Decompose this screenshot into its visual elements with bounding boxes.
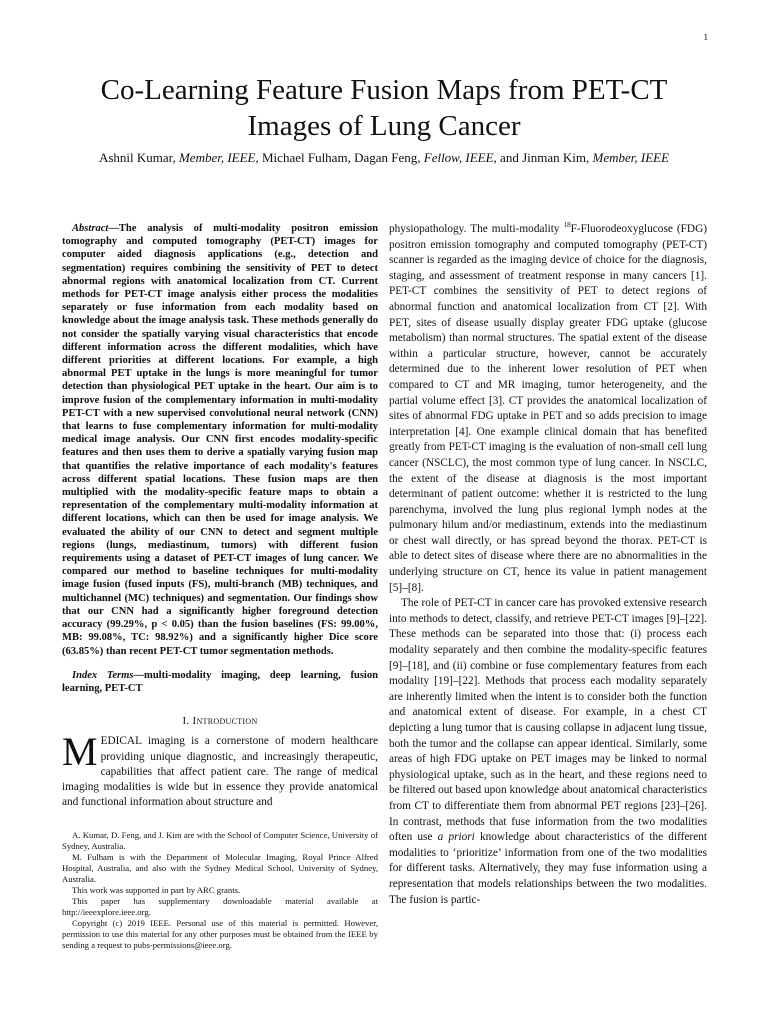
abstract-label: Abstract (72, 223, 109, 234)
footnote-affiliation-2: M. Fulham is with the Department of Molecular Imaging, Royal Prince Alfred Hospital, Australia, and also with the Sydney Medical School, University of Sydney, Australia. (62, 852, 378, 885)
section-heading-introduction (62, 715, 378, 728)
p1-rest: F-Fluorodeoxyglucose (FDG) positron emission tomography and computed tomography (PET-CT) scanner is regarded as the imaging device of choice for the diagnosis, staging, and assessment of treatment response in many cancers [1]. PET-CT combines the sensitivity of PET to detect regions of abnormal function and anatomical localization from CT [2]. With PET, sites of disease usually display greater FDG uptake (glucose metabolism) than normal structures. The spatial extent of the disease within a particular structure, however, cannot be accurately determined due to the inherent lower resolution of PET when compared to CT and MR imaging, tumor heterogeneity, and the partial volume effect [3]. CT provides the anatomical localization of sites of abnormal FDG uptake in PET and so adds precision to image interpretation [4]. One example clinical domain that has benefited greatly from PET-CT imaging is the evaluation of non-small cell lung cancer (NSCLC), the most common type of lung cancer. In NSCLC, the extent of the disease at diagnosis is the most important determinant of patient outcome: whether it is restricted to the lung parenchyma, involved the lung plus regional lymph nodes at the pulmonary hilum and/or mediastinum, extends into the mediastinum or chest wall directly, or has spread beyond the thorax. PET-CT is able to detect sites of disease where there are no abnormalities in the underlying structure on CT, hence its value in patient management [5]–[8]. (389, 223, 707, 594)
p1-start: physiopathology. The multi-modality (389, 223, 564, 235)
author-1-role: Member, IEEE, (178, 150, 259, 165)
footnote-supplementary: This paper has supplementary downloadable material available at http://ieeexplore.ieee.org. (62, 896, 378, 918)
abstract (62, 222, 378, 658)
section-name: Introduction (192, 715, 258, 728)
isotope-superscript: 18 (563, 221, 571, 230)
index-terms-text: —multi-modality imaging, deep learning, fusion learning, PET-CT (62, 669, 378, 694)
author-list (40, 150, 728, 166)
p2-italic: a priori (437, 831, 475, 844)
abstract-text: —The analysis of multi-modality positron emission tomography and computed tomography (PET-CT) images for computer aided diagnosis applications (e.g., detection and segmentation) requires combining the sensitivity of PET to detect abnormal regions with anatomical localization from CT. Current methods for PET-CT image analysis either process the modalities separately or fuse information from each modality based on knowledge about the image analysis task. These methods generally do not consider the spatially varying visual characteristics that encode different information across the different modalities, which have different priorities at different locations. For example, a high abnormal PET uptake in the lungs is more meaningful for tumor detection than physiological PET uptake in the heart. Our aim is to improve fusion of the complementary information in multi-modality PET-CT with a new supervised convolutional neural network (CNN) that learns to fuse complementary information for multi-modality medical image analysis. Our CNN first encodes modality-specific features and then uses them to derive a spatially varying fusion map that quantifies the relative importance of each modality's features across different spatial locations. These fusion maps are then multiplied with the modality-specific feature maps to obtain a representation of the complementary multi-modality information at different locations, which can then be used for image analysis. We evaluated the ability of our CNN to detect and segment multiple regions (lungs, mediastinum, tumors) with different fusion requirements using a dataset of PET-CT images of lung cancer. We compared our method to baseline techniques for multi-modality image fusion (fused inputs (FS), multi-branch (MB) techniques, and multichannel (MC) techniques) and segmentation. Our findings show that our CNN had a significantly higher foreground detection accuracy (99.29%, p < 0.05) than the fusion baselines (FS: 99.00%, MB: 99.08%, TC: 98.92%) and a significantly higher Dice score (63.85%) than recent PET-CT tumor segmentation methods. (62, 223, 378, 657)
right-column (389, 222, 707, 908)
author-3-role: Fellow, IEEE, (423, 150, 497, 165)
drop-cap: M (62, 729, 98, 775)
body-paragraph-2 (389, 596, 707, 908)
footnote-copyright: Copyright (c) 2019 IEEE. Personal use of this material is permitted. However, permission to use this material for any other purposes must be obtained from the IEEE by sending a request to pubs-permissions@ieee.org. (62, 918, 378, 951)
author-1: Ashnil Kumar, (98, 150, 179, 165)
index-terms (62, 669, 378, 695)
intro-text: EDICAL imaging is a cornerstone of modern healthcare providing unique diagnostic, and increasingly therapeutic, capabilities that affect patient care. The range of medical imaging modalities is wide but in essence they provide anatomical and functional information about structure and (62, 735, 378, 809)
footnote-affiliation-1: A. Kumar, D. Feng, and J. Kim are with the School of Computer Science, University of Sydney, Australia. (62, 830, 378, 852)
author-4-role: Member, IEEE (592, 150, 670, 165)
p2-start: The role of PET-CT in cancer care has provoked extensive research into methods to detect, classify, and retrieve PET-CT images [9]–[22]. These methods can be separated into those that: (i) process each modality separately and then combine the modality-specific features [9]–[18], and (ii) combine or fuse complementary features from each modality [19]–[22]. Methods that process each modality separately are inherently limited when the intent is to consider both the function and anatomical extent of disease. For example, in a chest CT depicting a lung tumor that is causing collapse in adjacent lung tissue, both the tumor and the collapse can appear identical. Similarly, some areas of high FDG uptake on PET images may be linked to normal physiological uptake, such as in the heart, and these regions need to be filtered out based upon knowledge about anatomical characteristics from CT to differentiate them from abnormal PET regions [23]–[26]. In contrast, methods that fuse information from the two modalities often use (389, 597, 707, 844)
title-line-2: Images of Lung Cancer (247, 110, 521, 142)
p2-rest: knowledge about characteristics of the different modalities to ‘prioritize’ information from one of the two modalities for different tasks. Alternatively, they may fuse information using a representation that models relationships between the two modalities. The fusion is partic- (389, 831, 707, 906)
left-column (62, 222, 378, 951)
author-2-3: Michael Fulham, Dagan Feng, (258, 150, 424, 165)
intro-paragraph (62, 729, 378, 810)
footnote-funding: This work was supported in part by ARC grants. (72, 885, 241, 896)
title-line-1: Co-Learning Feature Fusion Maps from PET-CT (100, 74, 668, 106)
section-numeral: I. (182, 715, 193, 728)
index-terms-label: Index Terms (72, 669, 134, 681)
author-4: and Jinman Kim, (496, 150, 593, 165)
paper-title (40, 72, 728, 144)
footnotes (62, 830, 378, 951)
page-number: 1 (703, 32, 708, 42)
body-paragraph-1 (389, 222, 707, 596)
